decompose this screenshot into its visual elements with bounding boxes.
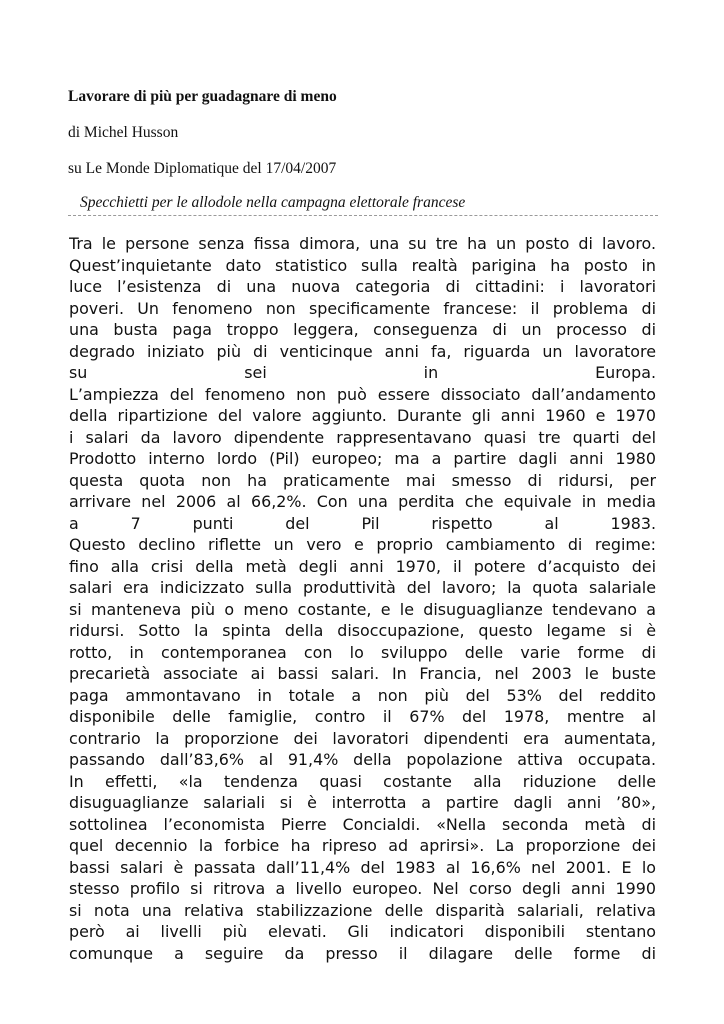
body-line: arrivare nel 2006 al 66,2%. Con una perdita che equivale in media (69, 492, 656, 511)
body-line: degrado iniziato più di venticinque anni fa, riguarda un lavoratore (69, 341, 656, 361)
body-line: Questo declino riflette un vero e proprio cambiamento di regime: (69, 535, 656, 554)
body-line: stesso profilo si ritrova a livello europeo. Nel corso degli anni 1990 (69, 879, 656, 898)
article-body (69, 233, 656, 964)
body-line: ridursi. Sotto la spinta della disoccupazione, questo legame si è (69, 621, 656, 640)
body-line: precarietà associate ai bassi salari. In Francia, nel 2003 le buste (69, 664, 656, 683)
body-line: una busta paga troppo leggera, conseguenza di un processo di (69, 320, 656, 339)
article-title: Lavorare di più per guadagnare di meno (68, 88, 337, 105)
body-line: i salari da lavoro dipendente rappresentavano quasi tre quarti del (69, 427, 656, 447)
body-line: Tra le persone senza fissa dimora, una su tre ha un posto di lavoro. (69, 234, 656, 253)
body-line: contrario la proporzione dei lavoratori dipendenti era aumentata, (69, 728, 656, 748)
body-line: luce l’esistenza di una nuova categoria di cittadini: i lavoratori (69, 277, 656, 296)
subtitle-divider (68, 215, 658, 216)
article-subtitle: Specchietti per le allodole nella campagna elettorale francese (80, 194, 466, 211)
body-line: si manteneva più o meno costante, e le disuguaglianze tendevano a (69, 599, 656, 619)
body-line: si nota una relativa stabilizzazione delle disparità salariali, relativa (69, 900, 656, 920)
body-line: fino alla crisi della metà degli anni 1970, il potere d’acquisto dei (69, 556, 656, 576)
body-line: rotto, in contemporanea con lo sviluppo delle varie forme di (69, 642, 656, 662)
body-line: Prodotto interno lordo (Pil) europeo; ma a partire dagli anni 1980 (69, 449, 656, 468)
body-line: disuguaglianze salariali si è interrotta a partire dagli anni ’80», (69, 793, 656, 812)
body-line: Quest’inquietante dato statistico sulla realtà parigina ha posto in (69, 255, 656, 275)
body-line: L’ampiezza del fenomeno non può essere dissociato dall’andamento (69, 384, 656, 404)
body-line: a 7 punti del Pil rispetto al 1983. (69, 513, 656, 533)
body-line: salari era indicizzato sulla produttività del lavoro; la quota salariale (69, 578, 656, 597)
body-line: In effetti, «la tendenza quasi costante alla riduzione delle (69, 771, 656, 791)
body-line: questa quota non ha praticamente mai smesso di ridursi, per (69, 470, 656, 490)
body-line: disponibile delle famiglie, contro il 67% del 1978, mentre al (69, 707, 656, 726)
body-line: bassi salari è passata dall’11,4% del 1983 al 16,6% nel 2001. E lo (69, 857, 656, 877)
article-source: su Le Monde Diplomatique del 17/04/2007 (68, 160, 337, 177)
article-author: di Michel Husson (68, 124, 179, 141)
body-line: comunque a seguire da presso il dilagare delle forme di (69, 943, 656, 963)
body-line: quel decennio la forbice ha ripreso ad aprirsi». La proporzione dei (69, 836, 656, 855)
body-line: passando dall’83,6% al 91,4% della popolazione attiva occupata. (69, 750, 656, 769)
body-line: su sei in Europa. (69, 363, 656, 382)
body-line: della ripartizione del valore aggiunto. Durante gli anni 1960 e 1970 (69, 406, 656, 425)
body-line: però ai livelli più elevati. Gli indicatori disponibili stentano (69, 922, 656, 941)
body-line: sottolinea l’economista Pierre Concialdi. «Nella seconda metà di (69, 814, 656, 834)
body-line: paga ammontavano in totale a non più del 53% del reddito (69, 685, 656, 705)
body-line: poveri. Un fenomeno non specificamente francese: il problema di (69, 298, 656, 318)
